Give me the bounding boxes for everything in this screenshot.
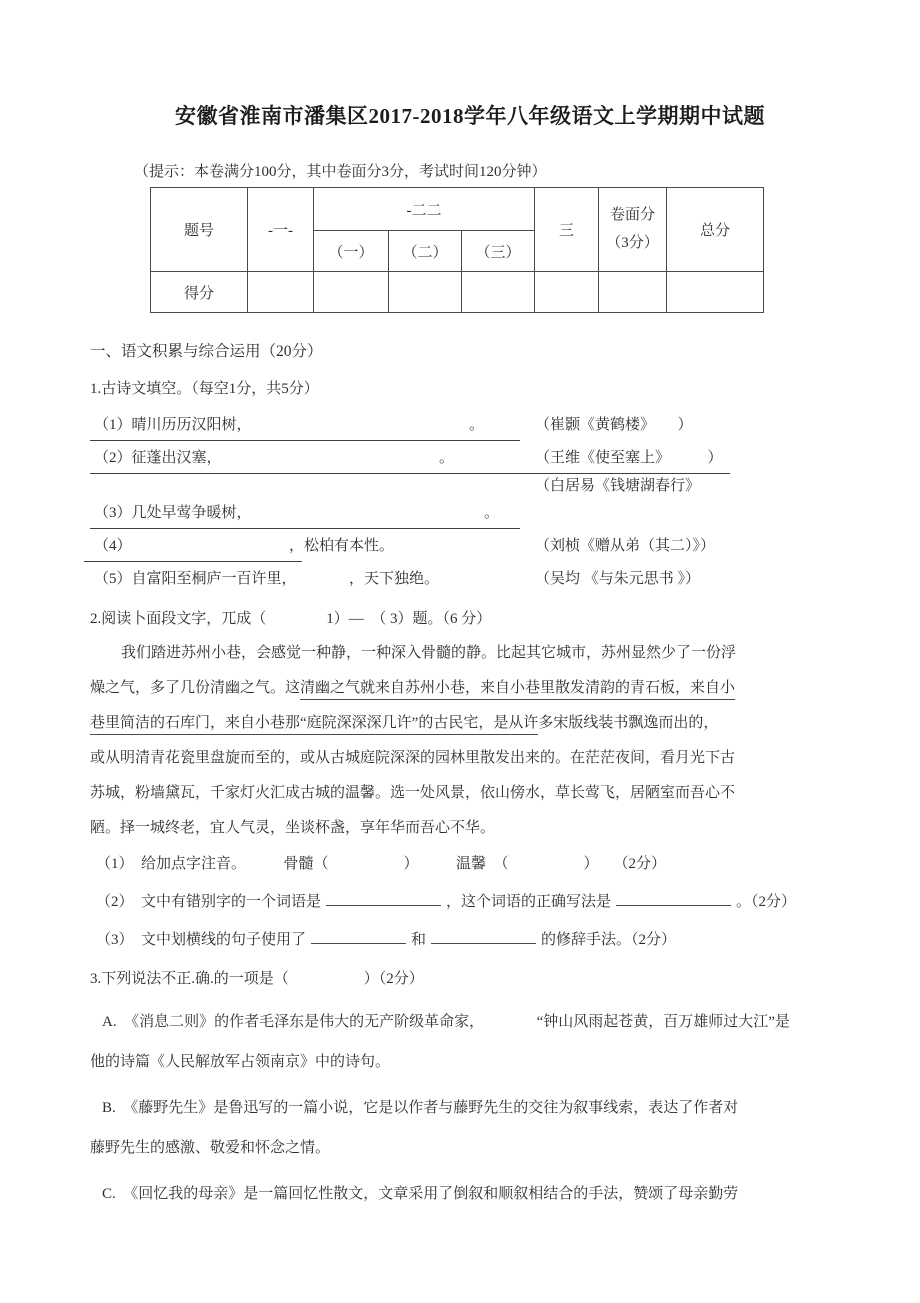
q2-sub2-part3: 。（2分） (736, 894, 797, 910)
q2-sub3 (96, 922, 850, 960)
q3-option-a-line2: 他的诗篇《人民解放军占领南京》中的诗句。 (90, 1054, 391, 1070)
answer-underline (90, 440, 520, 441)
answer-blank (311, 930, 406, 945)
q1-item-4 (90, 531, 850, 564)
q3-option-b-line1: B. 《藤野先生》是鲁迅写的一篇小说，它是以作者与藤野先生的交往为叙事线索，表达了作者对 (102, 1100, 739, 1116)
q2-reading-paragraph (90, 636, 850, 846)
q1-item-4-source: （刘桢《赠从弟（其二）》） (535, 538, 716, 554)
q2-sub3-part3: 的修辞手法。（2分） (541, 932, 677, 948)
underlined-text: 清幽之气就来自苏州小巷，来自小巷里散发清韵的青石板，来自小 (300, 676, 735, 700)
q1-item-3-source-row (90, 476, 850, 498)
answer-underline (84, 561, 302, 562)
plain-text: 苏城，粉墙黛瓦，千家灯火汇成古城的温馨。选一处风景，依山傍水，草长莺飞，居陋室而吾心不 (90, 785, 736, 801)
q1-item-3-text: （3）几处早莺争暖树， 。 (94, 505, 500, 521)
q2-sub3-part1: （3） 文中划横线的句子使用了 (96, 932, 307, 948)
score-cell-empty (462, 272, 535, 313)
header-part-one: -一- (248, 188, 314, 272)
q1-item-2-source: （王维《使至塞上》 ） (535, 450, 723, 466)
score-cell-empty (389, 272, 462, 313)
paragraph-line-4 (90, 741, 850, 776)
plain-text: 陋。择一城终老，宜人气灵，坐谈杯盏，享年华而吾心不华。 (90, 820, 496, 836)
score-row-label: 得分 (151, 272, 248, 313)
header-total-score: 总分 (667, 188, 764, 272)
score-hint: （提示：本卷满分100分，其中卷面分3分，考试时间120分钟） (134, 164, 547, 180)
section-one-heading: 一、语文积累与综合运用（20分） (90, 343, 323, 360)
paragraph-line-2 (90, 671, 850, 706)
plain-text: 或从明清青花瓷里盘旋而至的，或从古城庭院深深的园林里散发出来的。在茫茫夜间，看月光下古 (90, 750, 736, 766)
q2-sub3-part2: 和 (411, 932, 427, 948)
score-table (150, 187, 764, 313)
answer-underline (90, 473, 730, 474)
header-part-two-sub2: （二） (389, 231, 462, 272)
q3-option-c-line1: C. 《回忆我的母亲》是一篇回忆性散文，文章采用了倒叙和顺叙相结合的手法，赞颂了母亲勤劳 (102, 1186, 739, 1202)
header-part-two-sub3: （三） (462, 231, 535, 272)
score-cell-empty (599, 272, 667, 313)
score-cell-empty (248, 272, 314, 313)
q1-stem: 1.古诗文填空。（每空1分，共5分） (90, 381, 319, 397)
answer-blank (616, 892, 731, 907)
answer-underline (90, 528, 520, 529)
q2-sub2 (96, 884, 850, 922)
q1-item-2-text: （2）征蓬出汉塞， 。 (94, 450, 455, 466)
q1-item-5 (90, 564, 850, 597)
q1-item-1 (90, 410, 850, 443)
q3-option-a-line1: A. 《消息二则》的作者毛泽东是伟大的无产阶级革命家， “钟山风雨起苍黄，百万雄师过大江”是 (102, 1014, 790, 1030)
paragraph-line-6 (90, 811, 850, 846)
q2-stem: 2.阅读卜面段文字，兀成（ 1）— （ 3）题。（6 分） (90, 611, 492, 627)
header-question-number: 题号 (151, 188, 248, 272)
q1-item-5-text: （5）自富阳至桐庐一百许里， ，天下独绝。 (94, 571, 440, 587)
q1-item-1-source: （崔颢《黄鹤楼》 ） (535, 417, 693, 433)
q2-sub1: （1） 给加点字注音。 骨髓（ ） 温馨 （ ） （2分） (96, 856, 667, 872)
paragraph-line-5 (90, 776, 850, 811)
q3-stem: 3.下列说法不正.确.的一项是（ ）（2分） (90, 971, 424, 987)
paragraph-line-3 (90, 706, 850, 741)
q1-item-1-text: （1）晴川历历汉阳树， 。 (94, 417, 485, 433)
header-part-two: -二二 (314, 188, 535, 231)
header-paper-score-line2: （3分） (606, 234, 659, 251)
answer-blank (431, 930, 536, 945)
plain-text: 燥之气，多了几份清幽之气。这 (90, 680, 301, 696)
header-part-three: 三 (535, 188, 599, 272)
q1-item-5-source: （吴均 《与朱元思书 》） (535, 571, 701, 587)
header-paper-score-line1: 卷面分 (609, 206, 655, 223)
q2-sub2-part1: （2） 文中有错别字的一个词语是 (96, 894, 322, 910)
answer-blank (326, 892, 441, 907)
plain-text: 我们踏进苏州小巷，会感觉一种静，一种深入骨髓的静。比起其它城市，苏州显然少了一份浮 (121, 645, 737, 661)
plain-text: 多宋版线装书飘逸而出的， (538, 715, 719, 731)
q1-item-3 (90, 498, 850, 531)
q1-item-4-text: （4） ，松柏有本性。 (94, 538, 395, 554)
score-cell-empty (667, 272, 764, 313)
score-cell-empty (535, 272, 599, 313)
q3-option-b-line2: 藤野先生的感激、敬爱和怀念之情。 (90, 1140, 331, 1156)
q1-fill-blanks (90, 410, 850, 597)
header-part-two-sub1: （一） (314, 231, 389, 272)
q1-item-3-source: （白居易《钱塘湖春行》 (535, 478, 701, 494)
exam-title: 安徽省淮南市潘集区2017-2018学年八年级语文上学期期中试题 (175, 104, 765, 128)
q2-sub2-part2: ，这个词语的正确写法是 (446, 894, 612, 910)
underlined-text: 巷里简洁的石库门，来自小巷那“庭院深深深几许”的古民宅，是从许 (90, 711, 538, 735)
paragraph-line-1 (90, 636, 850, 671)
header-paper-score (599, 188, 667, 272)
score-cell-empty (314, 272, 389, 313)
q1-item-2 (90, 443, 850, 476)
